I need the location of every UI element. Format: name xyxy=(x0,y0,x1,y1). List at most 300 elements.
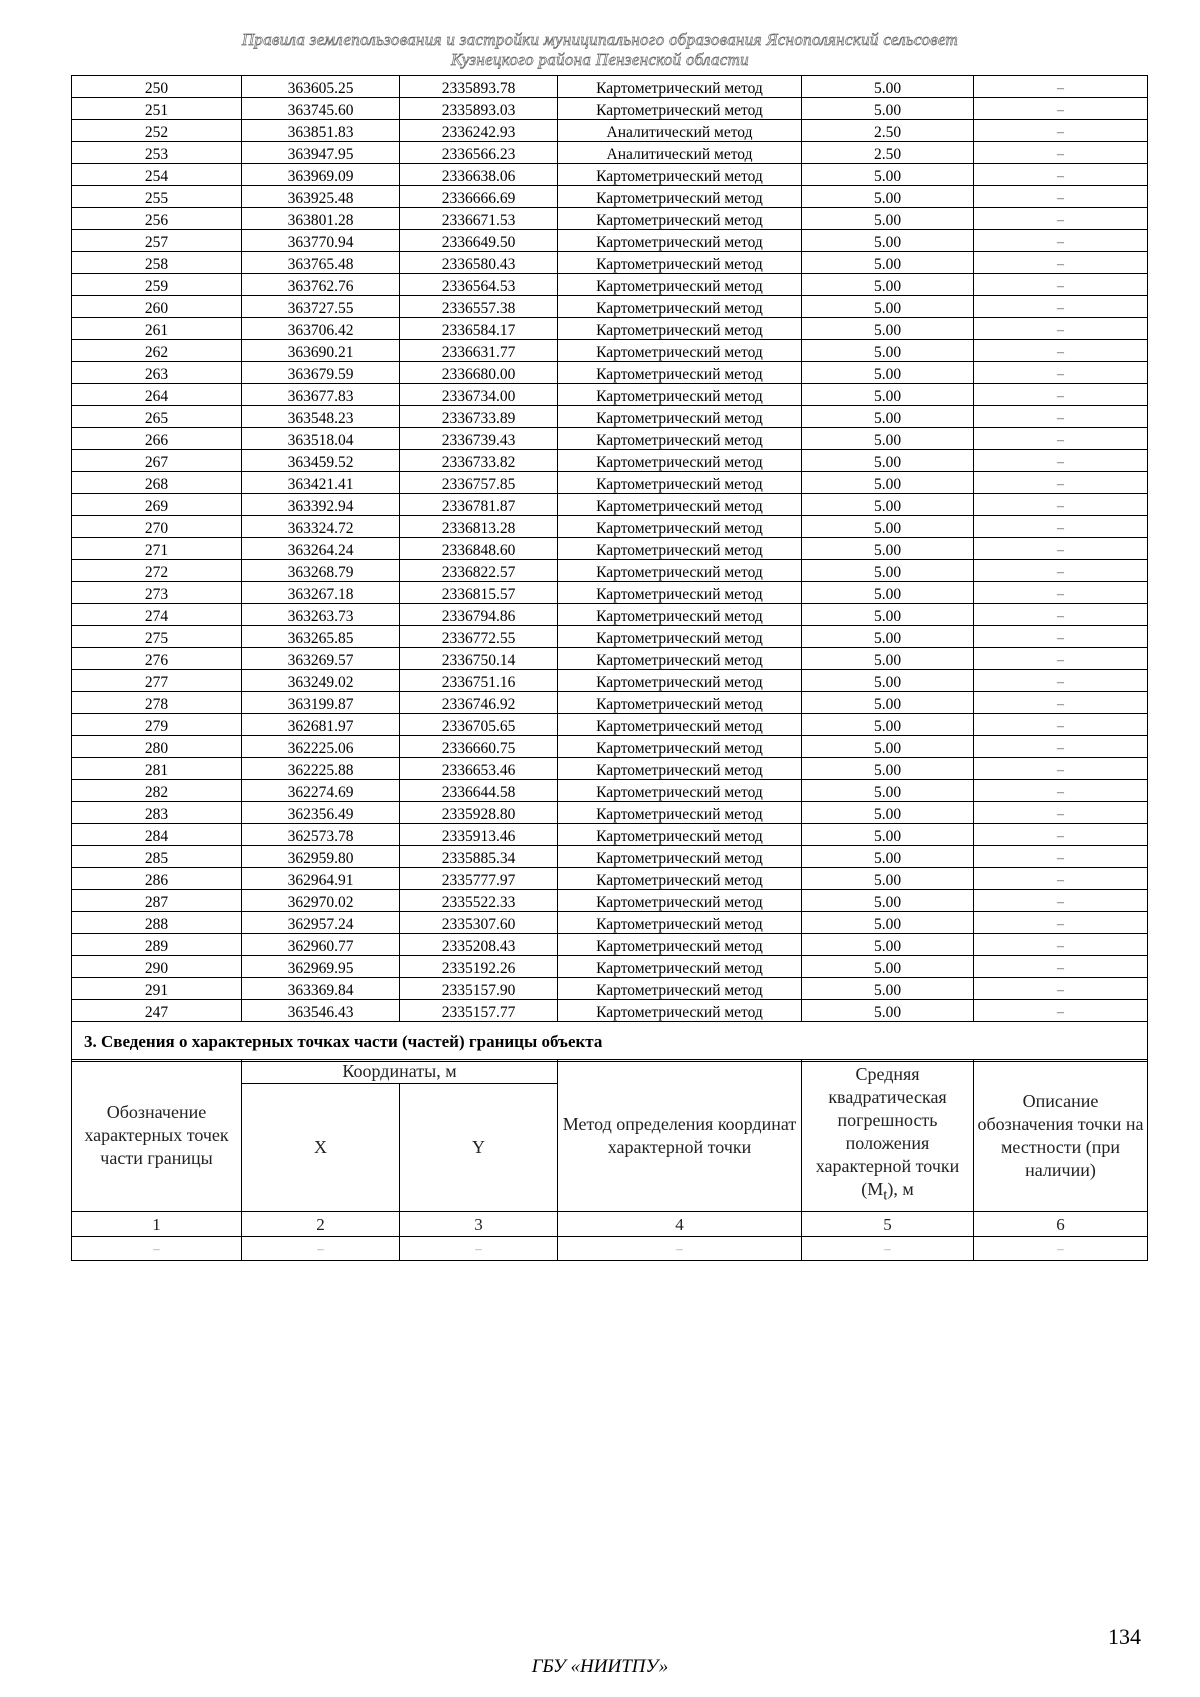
point-number-cell: 250 xyxy=(72,76,242,98)
description-cell: – xyxy=(974,956,1148,978)
table-row xyxy=(72,648,1148,670)
description-cell: – xyxy=(974,912,1148,934)
error-cell: 5.00 xyxy=(802,824,974,846)
header-error-suffix: ), м xyxy=(887,1179,914,1200)
table-row xyxy=(72,230,1148,252)
y-coordinate-cell: 2336733.82 xyxy=(400,450,558,472)
description-cell: – xyxy=(974,670,1148,692)
error-cell: 5.00 xyxy=(802,208,974,230)
error-cell: 5.00 xyxy=(802,516,974,538)
page-number: 134 xyxy=(1108,1624,1141,1649)
point-number-cell: 259 xyxy=(72,274,242,296)
x-coordinate-cell: 363421.41 xyxy=(242,472,400,494)
y-coordinate-cell: 2336705.65 xyxy=(400,714,558,736)
error-cell: 5.00 xyxy=(802,934,974,956)
method-cell: Картометрический метод xyxy=(558,406,802,428)
x-coordinate-cell: 362681.97 xyxy=(242,714,400,736)
y-coordinate-cell: 2336813.28 xyxy=(400,516,558,538)
y-coordinate-cell: 2335522.33 xyxy=(400,890,558,912)
point-number-cell: 257 xyxy=(72,230,242,252)
x-coordinate-cell: 363267.18 xyxy=(242,582,400,604)
x-coordinate-cell: 362225.88 xyxy=(242,758,400,780)
column-number: 3 xyxy=(400,1212,558,1237)
column-number: 5 xyxy=(802,1212,974,1237)
description-cell: – xyxy=(974,714,1148,736)
description-cell: – xyxy=(974,120,1148,142)
error-cell: 5.00 xyxy=(802,362,974,384)
x-coordinate-cell: 363925.48 xyxy=(242,186,400,208)
table-row xyxy=(72,98,1148,120)
description-cell: – xyxy=(974,98,1148,120)
page-header xyxy=(0,30,1200,70)
point-number-cell: 288 xyxy=(72,912,242,934)
point-number-cell: 254 xyxy=(72,164,242,186)
point-number-cell: 273 xyxy=(72,582,242,604)
y-coordinate-cell: 2336653.46 xyxy=(400,758,558,780)
point-number-cell: 266 xyxy=(72,428,242,450)
error-cell: 5.00 xyxy=(802,274,974,296)
y-coordinate-cell: 2336746.92 xyxy=(400,692,558,714)
description-cell: – xyxy=(974,252,1148,274)
description-cell: – xyxy=(974,274,1148,296)
description-cell: – xyxy=(974,428,1148,450)
point-number-cell: 280 xyxy=(72,736,242,758)
table-row xyxy=(72,318,1148,340)
table-row xyxy=(72,1000,1148,1022)
point-number-cell: 272 xyxy=(72,560,242,582)
y-coordinate-cell: 2336638.06 xyxy=(400,164,558,186)
description-cell: – xyxy=(974,890,1148,912)
x-coordinate-cell: 363548.23 xyxy=(242,406,400,428)
method-cell: Картометрический метод xyxy=(558,846,802,868)
point-number-cell: 287 xyxy=(72,890,242,912)
y-coordinate-cell: 2335893.03 xyxy=(400,98,558,120)
description-cell: – xyxy=(974,406,1148,428)
error-cell: 5.00 xyxy=(802,604,974,626)
description-cell: – xyxy=(974,1000,1148,1022)
method-cell: Картометрический метод xyxy=(558,868,802,890)
empty-data-row xyxy=(72,1237,1148,1261)
method-cell: Картометрический метод xyxy=(558,186,802,208)
x-coordinate-cell: 363851.83 xyxy=(242,120,400,142)
method-cell: Картометрический метод xyxy=(558,626,802,648)
table-row xyxy=(72,890,1148,912)
point-number-cell: 281 xyxy=(72,758,242,780)
error-cell: 5.00 xyxy=(802,846,974,868)
error-cell: 5.00 xyxy=(802,736,974,758)
table-row xyxy=(72,538,1148,560)
table-row xyxy=(72,472,1148,494)
column-number: 2 xyxy=(242,1212,400,1237)
y-coordinate-cell: 2336822.57 xyxy=(400,560,558,582)
error-cell: 5.00 xyxy=(802,714,974,736)
point-number-cell: 279 xyxy=(72,714,242,736)
x-coordinate-cell: 363249.02 xyxy=(242,670,400,692)
error-cell: 5.00 xyxy=(802,406,974,428)
y-coordinate-cell: 2336734.00 xyxy=(400,384,558,406)
table-row xyxy=(72,494,1148,516)
error-cell: 5.00 xyxy=(802,780,974,802)
method-cell: Картометрический метод xyxy=(558,978,802,1000)
point-number-cell: 252 xyxy=(72,120,242,142)
empty-cell: – xyxy=(72,1237,242,1261)
y-coordinate-cell: 2336733.89 xyxy=(400,406,558,428)
table-row xyxy=(72,76,1148,98)
error-cell: 5.00 xyxy=(802,230,974,252)
table-row xyxy=(72,758,1148,780)
table-row xyxy=(72,868,1148,890)
x-coordinate-cell: 363265.85 xyxy=(242,626,400,648)
error-cell: 5.00 xyxy=(802,560,974,582)
x-coordinate-cell: 362959.80 xyxy=(242,846,400,868)
error-cell: 5.00 xyxy=(802,494,974,516)
table-row xyxy=(72,362,1148,384)
table-row xyxy=(72,714,1148,736)
description-cell: – xyxy=(974,362,1148,384)
x-coordinate-cell: 363947.95 xyxy=(242,142,400,164)
x-coordinate-cell: 363546.43 xyxy=(242,1000,400,1022)
description-cell: – xyxy=(974,648,1148,670)
table-row xyxy=(72,186,1148,208)
table-row xyxy=(72,384,1148,406)
table-row xyxy=(72,692,1148,714)
error-cell: 5.00 xyxy=(802,186,974,208)
x-coordinate-cell: 363801.28 xyxy=(242,208,400,230)
description-cell: – xyxy=(974,582,1148,604)
x-coordinate-cell: 363392.94 xyxy=(242,494,400,516)
description-cell: – xyxy=(974,208,1148,230)
method-cell: Картометрический метод xyxy=(558,208,802,230)
error-cell: 5.00 xyxy=(802,164,974,186)
x-coordinate-cell: 363969.09 xyxy=(242,164,400,186)
error-cell: 5.00 xyxy=(802,450,974,472)
table-row xyxy=(72,846,1148,868)
description-cell: – xyxy=(974,384,1148,406)
header-error-text: Средняя квадратическая погрешность положения характерной точки (M xyxy=(815,1064,960,1200)
x-coordinate-cell: 363770.94 xyxy=(242,230,400,252)
description-cell: – xyxy=(974,76,1148,98)
y-coordinate-cell: 2336772.55 xyxy=(400,626,558,648)
error-cell: 5.00 xyxy=(802,538,974,560)
table-row xyxy=(72,296,1148,318)
method-cell: Картометрический метод xyxy=(558,912,802,934)
error-cell: 2.50 xyxy=(802,142,974,164)
error-cell: 5.00 xyxy=(802,978,974,1000)
method-cell: Картометрический метод xyxy=(558,230,802,252)
x-coordinate-cell: 363745.60 xyxy=(242,98,400,120)
description-cell: – xyxy=(974,736,1148,758)
method-cell: Картометрический метод xyxy=(558,494,802,516)
table-row xyxy=(72,736,1148,758)
empty-cell: – xyxy=(802,1237,974,1261)
point-number-cell: 282 xyxy=(72,780,242,802)
x-coordinate-cell: 362964.91 xyxy=(242,868,400,890)
x-coordinate-cell: 362970.02 xyxy=(242,890,400,912)
description-cell: – xyxy=(974,186,1148,208)
point-number-cell: 267 xyxy=(72,450,242,472)
table-row xyxy=(72,802,1148,824)
description-cell: – xyxy=(974,868,1148,890)
error-cell: 5.00 xyxy=(802,758,974,780)
description-cell: – xyxy=(974,626,1148,648)
method-cell: Картометрический метод xyxy=(558,252,802,274)
y-coordinate-cell: 2335893.78 xyxy=(400,76,558,98)
y-coordinate-cell: 2335157.90 xyxy=(400,978,558,1000)
method-cell: Картометрический метод xyxy=(558,956,802,978)
x-coordinate-cell: 363690.21 xyxy=(242,340,400,362)
y-coordinate-cell: 2336671.53 xyxy=(400,208,558,230)
column-numbers-row xyxy=(72,1212,1148,1237)
y-coordinate-cell: 2336794.86 xyxy=(400,604,558,626)
description-cell: – xyxy=(974,824,1148,846)
table-row xyxy=(72,516,1148,538)
method-cell: Картометрический метод xyxy=(558,340,802,362)
method-cell: Аналитический метод xyxy=(558,142,802,164)
x-coordinate-cell: 363765.48 xyxy=(242,252,400,274)
table-row xyxy=(72,120,1148,142)
table-row xyxy=(72,626,1148,648)
description-cell: – xyxy=(974,340,1148,362)
point-number-cell: 275 xyxy=(72,626,242,648)
x-coordinate-cell: 362969.95 xyxy=(242,956,400,978)
y-coordinate-cell: 2336739.43 xyxy=(400,428,558,450)
page-footer: ГБУ «НИИТПУ» xyxy=(531,1656,669,1677)
method-cell: Картометрический метод xyxy=(558,692,802,714)
method-cell: Картометрический метод xyxy=(558,428,802,450)
description-cell: – xyxy=(974,560,1148,582)
y-coordinate-cell: 2336750.14 xyxy=(400,648,558,670)
point-number-cell: 274 xyxy=(72,604,242,626)
y-coordinate-cell: 2336564.53 xyxy=(400,274,558,296)
x-coordinate-cell: 363459.52 xyxy=(242,450,400,472)
description-cell: – xyxy=(974,846,1148,868)
error-cell: 5.00 xyxy=(802,428,974,450)
method-cell: Картометрический метод xyxy=(558,472,802,494)
y-coordinate-cell: 2336848.60 xyxy=(400,538,558,560)
error-cell: 5.00 xyxy=(802,252,974,274)
page-header-line-1: Правила землепользования и застройки муниципального образования Яснополянский сельсовет xyxy=(241,30,959,49)
x-coordinate-cell: 363518.04 xyxy=(242,428,400,450)
method-cell: Картометрический метод xyxy=(558,802,802,824)
error-cell: 5.00 xyxy=(802,472,974,494)
method-cell: Картометрический метод xyxy=(558,384,802,406)
method-cell: Картометрический метод xyxy=(558,934,802,956)
table-row xyxy=(72,824,1148,846)
point-number-cell: 289 xyxy=(72,934,242,956)
point-number-cell: 277 xyxy=(72,670,242,692)
error-cell: 5.00 xyxy=(802,296,974,318)
method-cell: Картометрический метод xyxy=(558,1000,802,1022)
error-cell: 5.00 xyxy=(802,648,974,670)
point-number-cell: 263 xyxy=(72,362,242,384)
x-coordinate-cell: 362356.49 xyxy=(242,802,400,824)
method-cell: Картометрический метод xyxy=(558,318,802,340)
y-coordinate-cell: 2335928.80 xyxy=(400,802,558,824)
table-row xyxy=(72,340,1148,362)
description-cell: – xyxy=(974,758,1148,780)
point-number-cell: 262 xyxy=(72,340,242,362)
error-cell: 5.00 xyxy=(802,582,974,604)
error-cell: 5.00 xyxy=(802,670,974,692)
y-coordinate-cell: 2336644.58 xyxy=(400,780,558,802)
description-cell: – xyxy=(974,802,1148,824)
description-cell: – xyxy=(974,142,1148,164)
y-coordinate-cell: 2336649.50 xyxy=(400,230,558,252)
point-number-cell: 261 xyxy=(72,318,242,340)
method-cell: Картометрический метод xyxy=(558,604,802,626)
empty-cell: – xyxy=(558,1237,802,1261)
x-coordinate-cell: 363369.84 xyxy=(242,978,400,1000)
x-coordinate-cell: 362573.78 xyxy=(242,824,400,846)
error-cell: 5.00 xyxy=(802,626,974,648)
method-cell: Картометрический метод xyxy=(558,670,802,692)
y-coordinate-cell: 2335208.43 xyxy=(400,934,558,956)
method-cell: Картометрический метод xyxy=(558,714,802,736)
header-error xyxy=(802,1060,974,1212)
error-cell: 5.00 xyxy=(802,98,974,120)
description-cell: – xyxy=(974,934,1148,956)
point-number-cell: 291 xyxy=(72,978,242,1000)
error-cell: 5.00 xyxy=(802,868,974,890)
table-row xyxy=(72,406,1148,428)
y-coordinate-cell: 2336781.87 xyxy=(400,494,558,516)
description-cell: – xyxy=(974,230,1148,252)
point-number-cell: 264 xyxy=(72,384,242,406)
y-coordinate-cell: 2336242.93 xyxy=(400,120,558,142)
x-coordinate-cell: 363269.57 xyxy=(242,648,400,670)
x-coordinate-cell: 363677.83 xyxy=(242,384,400,406)
y-coordinate-cell: 2336631.77 xyxy=(400,340,558,362)
empty-cell: – xyxy=(242,1237,400,1261)
y-coordinate-cell: 2336580.43 xyxy=(400,252,558,274)
table-row xyxy=(72,582,1148,604)
empty-cell: – xyxy=(974,1237,1148,1261)
error-cell: 5.00 xyxy=(802,340,974,362)
table-row xyxy=(72,428,1148,450)
point-number-cell: 284 xyxy=(72,824,242,846)
point-number-cell: 251 xyxy=(72,98,242,120)
y-coordinate-cell: 2336680.00 xyxy=(400,362,558,384)
description-cell: – xyxy=(974,450,1148,472)
method-cell: Картометрический метод xyxy=(558,736,802,758)
x-coordinate-cell: 362957.24 xyxy=(242,912,400,934)
x-coordinate-cell: 363324.72 xyxy=(242,516,400,538)
error-cell: 2.50 xyxy=(802,120,974,142)
y-coordinate-cell: 2335913.46 xyxy=(400,824,558,846)
method-cell: Картометрический метод xyxy=(558,296,802,318)
point-number-cell: 256 xyxy=(72,208,242,230)
x-coordinate-cell: 363199.87 xyxy=(242,692,400,714)
table-row xyxy=(72,450,1148,472)
description-cell: – xyxy=(974,472,1148,494)
error-cell: 5.00 xyxy=(802,912,974,934)
header-description: Описание обозначения точки на местности (при наличии) xyxy=(974,1060,1148,1212)
x-coordinate-cell: 363762.76 xyxy=(242,274,400,296)
x-coordinate-cell: 362960.77 xyxy=(242,934,400,956)
y-coordinate-cell: 2335157.77 xyxy=(400,1000,558,1022)
page-header-line-2: Кузнецкого района Пензенской области xyxy=(451,50,749,69)
description-cell: – xyxy=(974,978,1148,1000)
table-row xyxy=(72,604,1148,626)
y-coordinate-cell: 2336757.85 xyxy=(400,472,558,494)
method-cell: Аналитический метод xyxy=(558,120,802,142)
y-coordinate-cell: 2336566.23 xyxy=(400,142,558,164)
error-cell: 5.00 xyxy=(802,692,974,714)
method-cell: Картометрический метод xyxy=(558,582,802,604)
column-number: 1 xyxy=(72,1212,242,1237)
table-row xyxy=(72,164,1148,186)
header-x: X xyxy=(242,1084,400,1212)
table-row xyxy=(72,670,1148,692)
point-number-cell: 286 xyxy=(72,868,242,890)
y-coordinate-cell: 2335777.97 xyxy=(400,868,558,890)
point-number-cell: 283 xyxy=(72,802,242,824)
header-coordinates: Координаты, м xyxy=(242,1060,558,1084)
y-coordinate-cell: 2335307.60 xyxy=(400,912,558,934)
x-coordinate-cell: 363264.24 xyxy=(242,538,400,560)
section-3-title: 3. Сведения о характерных точках части (частей) границы объекта xyxy=(72,1022,1148,1062)
method-cell: Картометрический метод xyxy=(558,274,802,296)
error-cell: 5.00 xyxy=(802,318,974,340)
point-number-cell: 285 xyxy=(72,846,242,868)
description-cell: – xyxy=(974,692,1148,714)
point-number-cell: 278 xyxy=(72,692,242,714)
method-cell: Картометрический метод xyxy=(558,538,802,560)
method-cell: Картометрический метод xyxy=(558,98,802,120)
column-number: 6 xyxy=(974,1212,1148,1237)
method-cell: Картометрический метод xyxy=(558,780,802,802)
boundary-points-table xyxy=(71,75,1148,1062)
header-method: Метод определения координат характерной точки xyxy=(558,1060,802,1212)
y-coordinate-cell: 2336751.16 xyxy=(400,670,558,692)
method-cell: Картометрический метод xyxy=(558,824,802,846)
description-cell: – xyxy=(974,780,1148,802)
y-coordinate-cell: 2336660.75 xyxy=(400,736,558,758)
description-cell: – xyxy=(974,164,1148,186)
point-number-cell: 268 xyxy=(72,472,242,494)
point-number-cell: 276 xyxy=(72,648,242,670)
error-cell: 5.00 xyxy=(802,956,974,978)
description-cell: – xyxy=(974,318,1148,340)
table-row xyxy=(72,780,1148,802)
point-number-cell: 258 xyxy=(72,252,242,274)
method-cell: Картометрический метод xyxy=(558,560,802,582)
empty-cell: – xyxy=(400,1237,558,1261)
method-cell: Картометрический метод xyxy=(558,516,802,538)
x-coordinate-cell: 363605.25 xyxy=(242,76,400,98)
table-row xyxy=(72,934,1148,956)
description-cell: – xyxy=(974,494,1148,516)
y-coordinate-cell: 2336666.69 xyxy=(400,186,558,208)
description-cell: – xyxy=(974,604,1148,626)
point-number-cell: 270 xyxy=(72,516,242,538)
x-coordinate-cell: 363727.55 xyxy=(242,296,400,318)
part-boundary-points-table xyxy=(71,1059,1148,1261)
header-designation: Обозначение характерных точек части границы xyxy=(72,1060,242,1212)
method-cell: Картометрический метод xyxy=(558,758,802,780)
y-coordinate-cell: 2335885.34 xyxy=(400,846,558,868)
error-cell: 5.00 xyxy=(802,384,974,406)
point-number-cell: 271 xyxy=(72,538,242,560)
table-row xyxy=(72,208,1148,230)
point-number-cell: 290 xyxy=(72,956,242,978)
y-coordinate-cell: 2336815.57 xyxy=(400,582,558,604)
table-row xyxy=(72,978,1148,1000)
x-coordinate-cell: 362274.69 xyxy=(242,780,400,802)
y-coordinate-cell: 2336584.17 xyxy=(400,318,558,340)
point-number-cell: 260 xyxy=(72,296,242,318)
point-number-cell: 253 xyxy=(72,142,242,164)
